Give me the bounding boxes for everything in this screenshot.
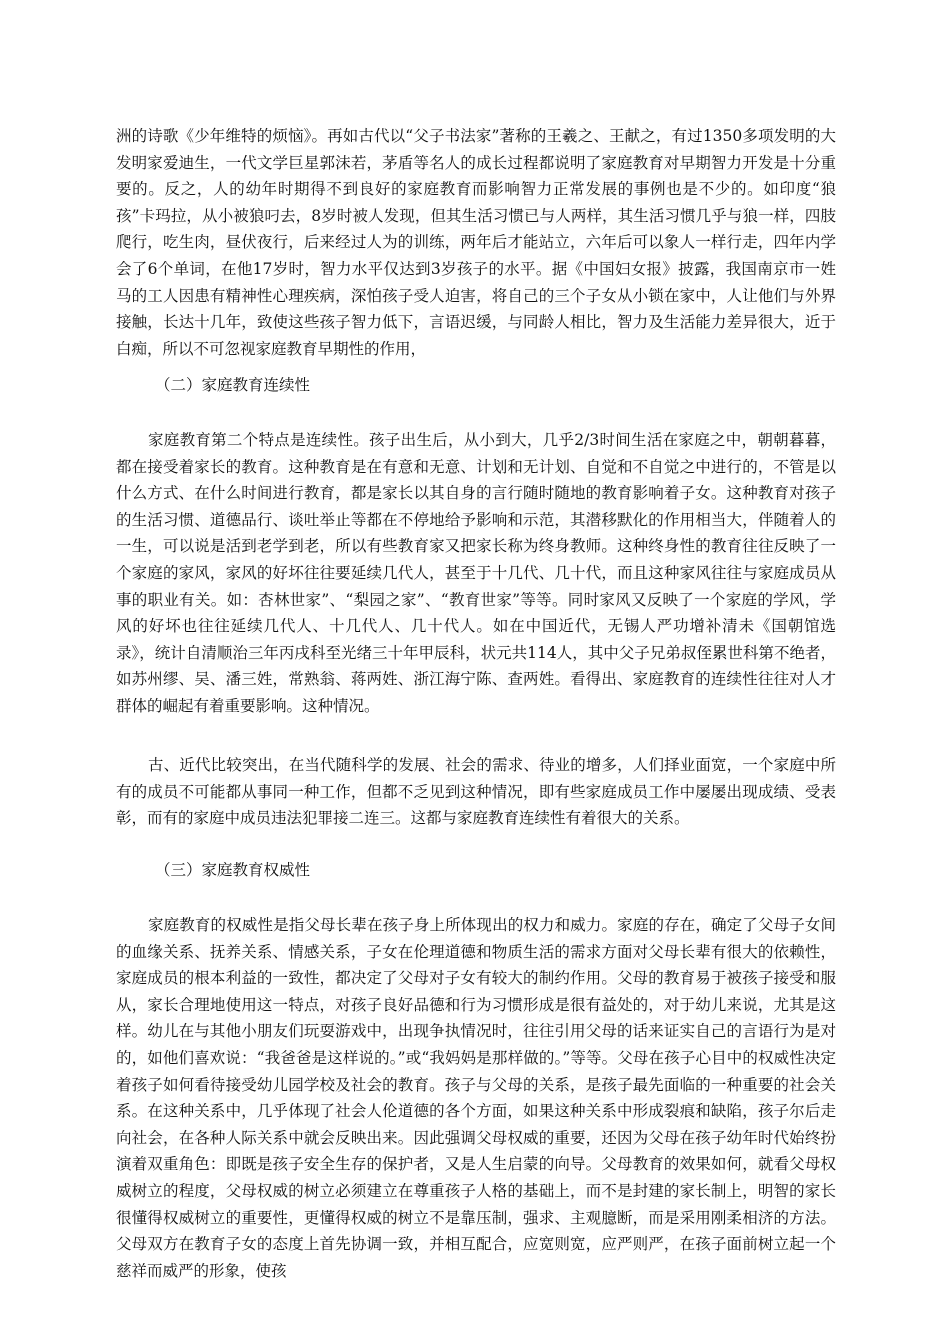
paragraph-continuity: 家庭教育第二个特点是连续性。孩子出生后，从小到大，几乎2/3时间生活在家庭之中，朝朝暮暮，都在接受着家长的教育。这种教育是在有意和无意、计划和无计划、自觉和不自觉之中进行的，不管是以什么方式、在什么时间进行教育，都是家长以其自身的言行随时随地的教育影响着子女。这种教育对孩子的生活习惯、道德品行、谈吐举止等都在不停地给予影响和示范，其潜移默化的作用相当大，伴随着人的一生，可以说是活到老学到老，所以有些教育家又把家长称为终身教师。这种终身性的教育往往反映了一个家庭的家风，家风的好坏往往要延续几代人，甚至于十几代、几十代，而且这种家风往往与家庭成员从事的职业有关。如：杏林世家”、“梨园之家”、“教育世家”等等。同时家风又反映了一个家庭的学风，学风的好坏也往往延续几代人、十几代人、几十代人。如在中国近代，无锡人严功增补清未《国朝馆选录》，统计自清顺治三年丙戌科至光绪三十年甲辰科，状元共114人，其中父子兄弟叔侄累世科第不绝者，如苏州缪、吴、潘三姓，常熟翁、蒋两姓、浙江海宁陈、查两姓。看得出、家庭教育的连续性往往对人才群体的崛起有着重要影响。这种情况。 xyxy=(116,431,836,715)
section-heading-authority: （三）家庭教育权威性 xyxy=(155,861,311,879)
paragraph-modern-continuity: 古、近代比较突出，在当代随科学的发展、社会的需求、待业的增多，人们择业面宽，一个家庭中所有的成员不可能都从事同一种工作，但都不乏见到这种情况，即有些家庭成员工作中屡屡出现成绩、受表彰，而有的家庭中成员违法犯罪接二连三。这都与家庭教育连续性有着很大的关系。 xyxy=(116,756,836,828)
paragraph-early-education-examples: 洲的诗歌《少年维特的烦恼》。再如古代以“父子书法家”著称的王羲之、王献之，有过1350多项发明的大发明家爱迪生，一代文学巨星郭沫若，茅盾等名人的成长过程都说明了家庭教育对早期智力开发是十分重要的。反之，人的幼年时期得不到良好的家庭教育而影响智力正常发展的事例也是不少的。如印度“狼孩”卡玛拉，从小被狼叼去，8岁时被人发现，但其生活习惯已与人两样，其生活习惯几乎与狼一样，四肢爬行，吃生肉，昼伏夜行，后来经过人为的训练，两年后才能站立，六年后可以象人一样行走，四年内学会了6个单词，在他17岁时，智力水平仅达到3岁孩子的水平。据《中国妇女报》披露，我国南京市一姓马的工人因患有精神性心理疾病，深怕孩子受人迫害，将自己的三个子女从小锁在家中，人让他们与外界接触，长达十几年，致使这些孩子智力低下，言语迟缓，与同龄人相比，智力及生活能力差异很大，近于白痴，所以不可忽视家庭教育早期性的作用， xyxy=(116,127,836,358)
paragraph-authority: 家庭教育的权威性是指父母长辈在孩子身上所体现出的权力和威力。家庭的存在，确定了父母子女间的血缘关系、抚养关系、情感关系，子女在伦理道德和物质生活的需求方面对父母长辈有很大的依赖性，家庭成员的根本利益的一致性，都决定了父母对子女有较大的制约作用。父母的教育易于被孩子接受和服从，家长合理地使用这一特点，对孩子良好品德和行为习惯形成是很有益处的，对于幼儿来说，尤其是这样。幼儿在与其他小朋友们玩耍游戏中，出现争执情况时，往往引用父母的话来证实自己的言语行为是对的，如他们喜欢说：“我爸爸是这样说的。”或“我妈妈是那样做的。”等等。父母在孩子心目中的权威性决定着孩子如何看待接受幼儿园学校及社会的教育。孩子与父母的关系，是孩子最先面临的一种重要的社会关系。在这种关系中，几乎体现了社会人伦道德的各个方面，如果这种关系中形成裂痕和缺陷，孩子尔后走向社会，在各种人际关系中就会反映出来。因此强调父母权威的重要，还因为父母在孩子幼年时代始终扮演着双重角色：即既是孩子安全生存的保护者，又是人生启蒙的向导。父母教育的效果如何，就看父母权威树立的程度，父母权威的树立必须建立在尊重孩子人格的基础上，而不是封建的家长制上，明智的家长很懂得权威树立的重要性，更懂得权威的树立不是靠压制，强求、主观臆断，而是采用刚柔相济的方法。父母双方在教育子女的态度上首先协调一致，并相互配合，应宽则宽，应严则严，在孩子面前树立起一个慈祥而威严的形象，使孩 xyxy=(116,916,836,1280)
section-heading-continuity: （二）家庭教育连续性 xyxy=(155,376,311,394)
